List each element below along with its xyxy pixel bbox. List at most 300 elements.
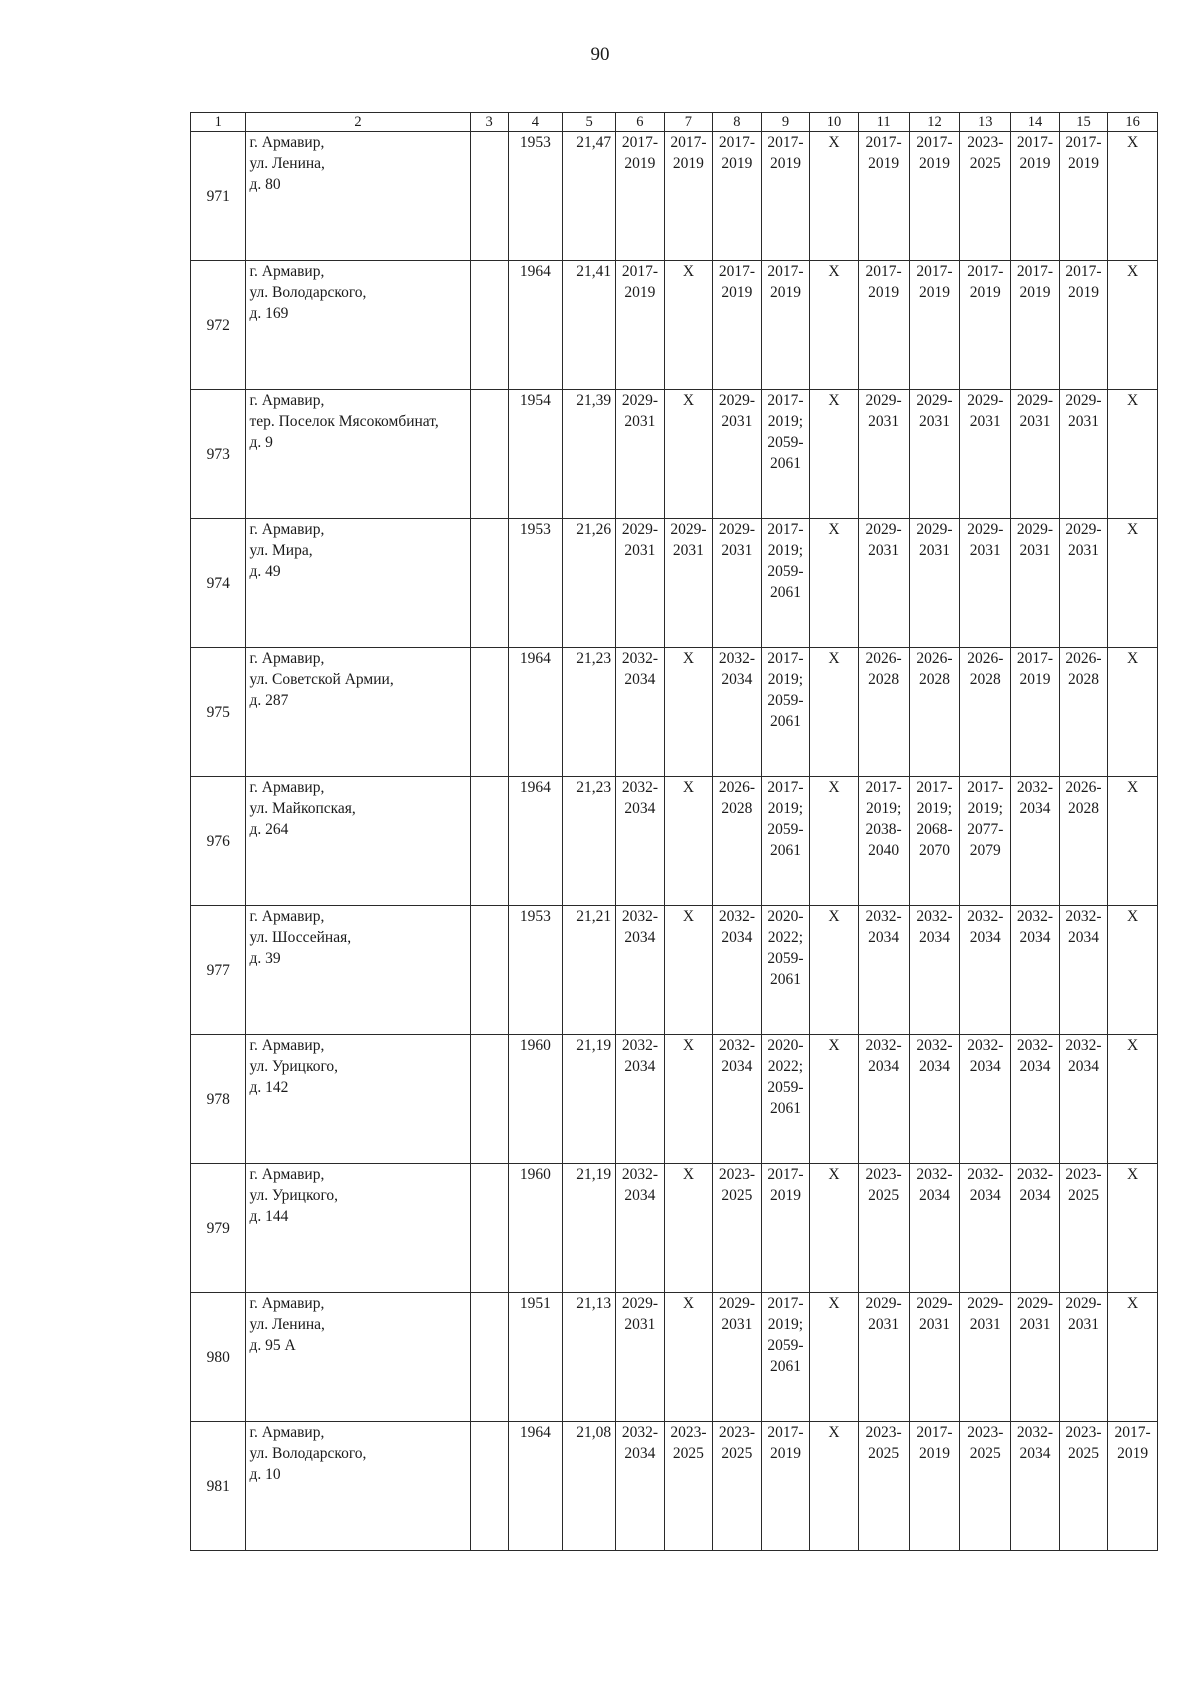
cell-line: 2029- <box>916 521 953 538</box>
period-cell-14 <box>1011 1293 1060 1422</box>
cell-line: г. Армавир, <box>249 521 325 538</box>
cell-line: д. 169 <box>249 305 289 322</box>
cell-line: 2034 <box>1067 929 1099 946</box>
period-cell-8 <box>713 1293 762 1422</box>
cell-line: 2029- <box>718 392 756 409</box>
row-number-cell: 973 <box>191 390 246 519</box>
cell-line: 2019 <box>969 284 1001 301</box>
period-cell-15 <box>1059 261 1108 390</box>
value-cell: 21,19 <box>563 1035 616 1164</box>
period-cell-13 <box>960 906 1011 1035</box>
period-cell-15 <box>1059 906 1108 1035</box>
column-header-row <box>191 113 1158 132</box>
period-cell-12 <box>909 1422 960 1551</box>
cell-line: 2031 <box>918 1316 950 1333</box>
period-cell-14 <box>1011 648 1060 777</box>
cell-line: 2017- <box>767 134 804 151</box>
cell-line: г. Армавир, <box>249 263 325 280</box>
period-cell-6 <box>616 906 665 1035</box>
year-cell: 1953 <box>508 519 562 648</box>
table-row <box>191 519 1158 648</box>
period-cell-9 <box>761 1164 810 1293</box>
period-cell-7 <box>664 1422 713 1551</box>
column-header: 16 <box>1108 113 1158 132</box>
row-number-cell: 981 <box>191 1422 246 1551</box>
table-row <box>191 1035 1158 1164</box>
cell-line: 2019 <box>769 284 801 301</box>
column-header: 4 <box>508 113 562 132</box>
period-cell-6 <box>616 261 665 390</box>
year-cell: 1954 <box>508 390 562 519</box>
period-cell-13 <box>960 1293 1011 1422</box>
cell-line: 2019 <box>1019 284 1051 301</box>
period-cell-12 <box>909 777 960 906</box>
cell-line: ул. Советской Армии, <box>249 671 394 688</box>
cell-line: 2032- <box>621 779 658 796</box>
value-cell: 21,26 <box>563 519 616 648</box>
cell-line: 2032- <box>967 1166 1004 1183</box>
cell-line: г. Армавир, <box>249 1424 325 1441</box>
cell-line: 2022; <box>767 929 804 946</box>
cell-line: 2028 <box>868 671 900 688</box>
cell-line: 2031 <box>721 413 753 430</box>
cell-line: ул. Володарского, <box>249 284 367 301</box>
period-cell-14 <box>1011 519 1060 648</box>
period-cell-13 <box>960 777 1011 906</box>
column-header: 13 <box>960 113 1011 132</box>
cell-line: 2019; <box>967 800 1003 817</box>
cell-line: ул. Володарского, <box>249 1445 367 1462</box>
cell-line: 2031 <box>1067 1316 1099 1333</box>
period-cell-7 <box>664 1293 713 1422</box>
period-cell-7 <box>664 132 713 261</box>
period-cell-11 <box>858 261 909 390</box>
period-cell-7 <box>664 648 713 777</box>
cell-line: г. Армавир, <box>249 1037 325 1054</box>
period-cell-16 <box>1108 1164 1158 1293</box>
period-cell-9 <box>761 906 810 1035</box>
period-cell-11 <box>858 390 909 519</box>
cell-line: 2019 <box>1067 284 1099 301</box>
cell-line: X <box>1127 521 1139 538</box>
cell-line: 2032- <box>1016 779 1054 796</box>
year-cell: 1951 <box>508 1293 562 1422</box>
cell-line: 2061 <box>769 1358 801 1375</box>
cell-line: 2017- <box>916 263 953 280</box>
period-cell-16 <box>1108 1422 1158 1551</box>
cell-line: X <box>682 908 695 925</box>
cell-line: ул. Ленина, <box>249 155 325 172</box>
column-3-cell <box>470 1035 508 1164</box>
cell-line: 2038- <box>865 821 902 838</box>
period-cell-9 <box>761 519 810 648</box>
cell-line: г. Армавир, <box>249 650 325 667</box>
period-cell-15 <box>1059 390 1108 519</box>
cell-line: X <box>1127 1037 1139 1054</box>
page-number: 90 <box>590 44 610 65</box>
cell-line: 2017- <box>1016 263 1054 280</box>
address-cell <box>246 390 470 519</box>
cell-line: 2019 <box>918 1445 950 1462</box>
cell-line: 2029- <box>1065 392 1102 409</box>
cell-line: X <box>682 1166 695 1183</box>
value-cell: 21,23 <box>563 648 616 777</box>
cell-line: 2032- <box>621 1166 658 1183</box>
cell-line: 2034 <box>1019 1445 1051 1462</box>
cell-line: 2017- <box>967 779 1004 796</box>
year-cell: 1964 <box>508 1422 562 1551</box>
cell-line: 2029- <box>865 1295 902 1312</box>
period-cell-10 <box>810 1035 859 1164</box>
cell-line: 2017- <box>1114 1424 1151 1441</box>
column-header: 1 <box>191 113 246 132</box>
year-cell: 1964 <box>508 777 562 906</box>
cell-line: 2025 <box>969 1445 1001 1462</box>
cell-line: 2025 <box>969 155 1001 172</box>
cell-line: X <box>828 521 840 538</box>
column-3-cell <box>470 906 508 1035</box>
cell-line: 2019; <box>767 1316 804 1333</box>
period-cell-15 <box>1059 777 1108 906</box>
cell-line: 2070 <box>918 842 950 859</box>
cell-line: 2031 <box>624 1316 656 1333</box>
cell-line: 2029- <box>916 1295 953 1312</box>
cell-line: г. Армавир, <box>249 134 325 151</box>
cell-line: 2032- <box>1016 908 1054 925</box>
cell-line: 2031 <box>624 413 656 430</box>
cell-line: 2031 <box>969 1316 1001 1333</box>
address-cell <box>246 132 470 261</box>
cell-line: 2023- <box>670 1424 707 1441</box>
period-cell-8 <box>713 132 762 261</box>
cell-line: 2029- <box>621 1295 658 1312</box>
period-cell-11 <box>858 906 909 1035</box>
period-cell-6 <box>616 1422 665 1551</box>
period-cell-10 <box>810 132 859 261</box>
period-cell-13 <box>960 648 1011 777</box>
cell-line: 2017- <box>967 263 1004 280</box>
period-cell-12 <box>909 1164 960 1293</box>
cell-line: 2031 <box>868 542 900 559</box>
cell-line: 2019 <box>721 155 753 172</box>
address-cell <box>246 519 470 648</box>
period-cell-11 <box>858 1422 909 1551</box>
cell-line: 2029- <box>1016 521 1054 538</box>
value-cell: 21,08 <box>563 1422 616 1551</box>
cell-line: 2029- <box>1065 521 1102 538</box>
cell-line: 2028 <box>969 671 1001 688</box>
cell-line: 2034 <box>1067 1058 1099 1075</box>
cell-line: 2025 <box>721 1445 753 1462</box>
period-cell-12 <box>909 519 960 648</box>
cell-line: 2025 <box>1067 1187 1099 1204</box>
cell-line: 2059- <box>767 434 804 451</box>
period-cell-10 <box>810 906 859 1035</box>
cell-line: 2031 <box>1019 542 1051 559</box>
cell-line: 2031 <box>969 542 1001 559</box>
cell-line: 2028 <box>918 671 950 688</box>
cell-line: 2029- <box>621 521 658 538</box>
cell-line: 2028 <box>1067 671 1099 688</box>
cell-line: 2031 <box>1019 1316 1051 1333</box>
cell-line: X <box>1127 779 1139 796</box>
period-cell-6 <box>616 1035 665 1164</box>
address-cell <box>246 1422 470 1551</box>
period-cell-12 <box>909 648 960 777</box>
cell-line: 2029- <box>967 521 1004 538</box>
period-cell-13 <box>960 519 1011 648</box>
cell-line: 2068- <box>916 821 953 838</box>
cell-line: 2034 <box>1019 929 1051 946</box>
cell-line: X <box>1127 1295 1139 1312</box>
cell-line: 2028 <box>1067 800 1099 817</box>
period-cell-11 <box>858 648 909 777</box>
cell-line: X <box>682 392 695 409</box>
period-cell-13 <box>960 1164 1011 1293</box>
year-cell: 1964 <box>508 261 562 390</box>
cell-line: 2029- <box>865 521 902 538</box>
cell-line: X <box>1127 908 1139 925</box>
cell-line: 2023- <box>718 1424 756 1441</box>
column-header: 7 <box>664 113 713 132</box>
address-cell <box>246 906 470 1035</box>
cell-line: X <box>828 1166 840 1183</box>
period-cell-12 <box>909 261 960 390</box>
cell-line: 2032- <box>718 1037 756 1054</box>
cell-line: 2019 <box>1117 1445 1149 1462</box>
row-number-cell: 976 <box>191 777 246 906</box>
cell-line: 2029- <box>670 521 707 538</box>
cell-line: 2017- <box>767 650 804 667</box>
cell-line: 2019; <box>916 800 953 817</box>
cell-line: 2034 <box>868 1058 900 1075</box>
cell-line: 2031 <box>624 542 656 559</box>
cell-line: 2017- <box>767 521 804 538</box>
cell-line: 2031 <box>918 542 950 559</box>
period-cell-6 <box>616 777 665 906</box>
cell-line: X <box>1127 650 1139 667</box>
period-cell-16 <box>1108 261 1158 390</box>
cell-line: 2031 <box>1067 542 1099 559</box>
period-cell-12 <box>909 906 960 1035</box>
cell-line: 2025 <box>868 1445 900 1462</box>
cell-line: 2017- <box>1065 263 1102 280</box>
period-cell-14 <box>1011 1164 1060 1293</box>
cell-line: 2079 <box>969 842 1001 859</box>
cell-line: X <box>682 1037 695 1054</box>
cell-line: 2061 <box>769 584 801 601</box>
cell-line: 2025 <box>672 1445 704 1462</box>
period-cell-15 <box>1059 1422 1108 1551</box>
cell-line: 2029- <box>865 392 902 409</box>
cell-line: 2023- <box>967 134 1004 151</box>
row-number-cell: 975 <box>191 648 246 777</box>
cell-line: 2032- <box>967 908 1004 925</box>
year-cell: 1953 <box>508 906 562 1035</box>
period-cell-15 <box>1059 1164 1108 1293</box>
address-cell <box>246 648 470 777</box>
cell-line: 2028 <box>721 800 753 817</box>
column-header: 14 <box>1011 113 1060 132</box>
cell-line: 2032- <box>718 908 756 925</box>
cell-line: 2031 <box>868 413 900 430</box>
cell-line: 2026- <box>1065 650 1102 667</box>
cell-line: 2029- <box>718 521 756 538</box>
period-cell-7 <box>664 906 713 1035</box>
cell-line: 2032- <box>1016 1166 1054 1183</box>
table-row <box>191 648 1158 777</box>
value-cell: 21,47 <box>563 132 616 261</box>
cell-line: 2034 <box>1019 1058 1051 1075</box>
cell-line: 2032- <box>1065 908 1102 925</box>
cell-line: ул. Мира, <box>249 542 313 559</box>
cell-line: 2061 <box>769 713 801 730</box>
cell-line: 2029- <box>1016 392 1054 409</box>
cell-line: д. 39 <box>249 950 281 967</box>
period-cell-10 <box>810 519 859 648</box>
cell-line: 2032- <box>916 1166 953 1183</box>
value-cell: 21,21 <box>563 906 616 1035</box>
column-3-cell <box>470 519 508 648</box>
cell-line: 2034 <box>1019 1187 1051 1204</box>
cell-line: X <box>1127 134 1139 151</box>
year-cell: 1960 <box>508 1164 562 1293</box>
value-cell: 21,19 <box>563 1164 616 1293</box>
period-cell-9 <box>761 390 810 519</box>
period-cell-8 <box>713 906 762 1035</box>
cell-line: 2017- <box>767 263 804 280</box>
period-cell-9 <box>761 1293 810 1422</box>
cell-line: 2020- <box>767 1037 804 1054</box>
cell-line: 2017- <box>718 134 756 151</box>
cell-line: 2077- <box>967 821 1004 838</box>
value-cell: 21,23 <box>563 777 616 906</box>
cell-line: 2032- <box>1016 1424 1054 1441</box>
column-header: 11 <box>858 113 909 132</box>
period-cell-6 <box>616 1164 665 1293</box>
period-cell-10 <box>810 1293 859 1422</box>
cell-line: 2031 <box>672 542 704 559</box>
year-cell: 1953 <box>508 132 562 261</box>
cell-line: 2022; <box>767 1058 804 1075</box>
cell-line: 2017- <box>916 779 953 796</box>
cell-line: 2017- <box>621 263 658 280</box>
cell-line: 2034 <box>969 929 1001 946</box>
period-cell-15 <box>1059 519 1108 648</box>
cell-line: ул. Урицкого, <box>249 1187 339 1204</box>
cell-line: 2026- <box>718 779 756 796</box>
cell-line: 2017- <box>767 1166 804 1183</box>
cell-line: 2059- <box>767 1079 804 1096</box>
cell-line: г. Армавир, <box>249 1295 325 1312</box>
cell-line: 2025 <box>868 1187 900 1204</box>
period-cell-11 <box>858 519 909 648</box>
cell-line: 2025 <box>721 1187 753 1204</box>
cell-line: 2031 <box>1067 413 1099 430</box>
period-cell-11 <box>858 1035 909 1164</box>
period-cell-12 <box>909 390 960 519</box>
column-3-cell <box>470 1164 508 1293</box>
cell-line: д. 9 <box>249 434 273 451</box>
cell-line: 2034 <box>1019 800 1051 817</box>
cell-line: 2034 <box>624 929 656 946</box>
cell-line: ул. Майкопская, <box>249 800 356 817</box>
cell-line: 2061 <box>769 842 801 859</box>
cell-line: 2061 <box>769 971 801 988</box>
cell-line: 2034 <box>624 1058 656 1075</box>
cell-line: 2032- <box>621 908 658 925</box>
cell-line: д. 142 <box>249 1079 289 1096</box>
cell-line: 2034 <box>624 671 656 688</box>
table-row <box>191 777 1158 906</box>
period-cell-10 <box>810 777 859 906</box>
cell-line: X <box>682 779 695 796</box>
address-cell <box>246 1035 470 1164</box>
period-cell-7 <box>664 519 713 648</box>
cell-line: 2019 <box>868 284 900 301</box>
column-3-cell <box>470 648 508 777</box>
cell-line: 2034 <box>918 929 950 946</box>
period-cell-15 <box>1059 1293 1108 1422</box>
cell-line: г. Армавир, <box>249 392 325 409</box>
cell-line: X <box>828 392 840 409</box>
column-3-cell <box>470 390 508 519</box>
cell-line: 2032- <box>621 650 658 667</box>
cell-line: 2019 <box>1067 155 1099 172</box>
table-row <box>191 1164 1158 1293</box>
column-header: 8 <box>713 113 762 132</box>
period-cell-16 <box>1108 390 1158 519</box>
period-cell-8 <box>713 777 762 906</box>
period-cell-12 <box>909 1293 960 1422</box>
period-cell-9 <box>761 261 810 390</box>
table-row <box>191 1422 1158 1551</box>
cell-line: 2031 <box>969 413 1001 430</box>
cell-line: д. 264 <box>249 821 289 838</box>
period-cell-6 <box>616 390 665 519</box>
period-cell-7 <box>664 390 713 519</box>
cell-line: 2034 <box>624 1187 656 1204</box>
cell-line: 2032- <box>718 650 756 667</box>
cell-line: 2019 <box>624 284 656 301</box>
value-cell: 21,41 <box>563 261 616 390</box>
period-cell-16 <box>1108 1035 1158 1164</box>
cell-line: 2017- <box>767 392 804 409</box>
cell-line: 2017- <box>916 1424 953 1441</box>
cell-line: ул. Урицкого, <box>249 1058 339 1075</box>
year-cell: 1960 <box>508 1035 562 1164</box>
cell-line: 2026- <box>865 650 902 667</box>
column-header: 15 <box>1059 113 1108 132</box>
cell-line: г. Армавир, <box>249 779 325 796</box>
period-cell-14 <box>1011 777 1060 906</box>
cell-line: 2019 <box>769 1445 801 1462</box>
year-cell: 1964 <box>508 648 562 777</box>
cell-line: 2061 <box>769 455 801 472</box>
cell-line: 2032- <box>865 1037 902 1054</box>
address-cell <box>246 1293 470 1422</box>
cell-line: 2059- <box>767 950 804 967</box>
cell-line: X <box>1127 392 1139 409</box>
cell-line: 2019 <box>868 155 900 172</box>
row-number-cell: 977 <box>191 906 246 1035</box>
period-cell-12 <box>909 1035 960 1164</box>
period-cell-11 <box>858 777 909 906</box>
cell-line: 2034 <box>624 800 656 817</box>
cell-line: г. Армавир, <box>249 1166 325 1183</box>
cell-line: д. 95 А <box>249 1337 296 1354</box>
cell-line: 2023- <box>1065 1424 1102 1441</box>
